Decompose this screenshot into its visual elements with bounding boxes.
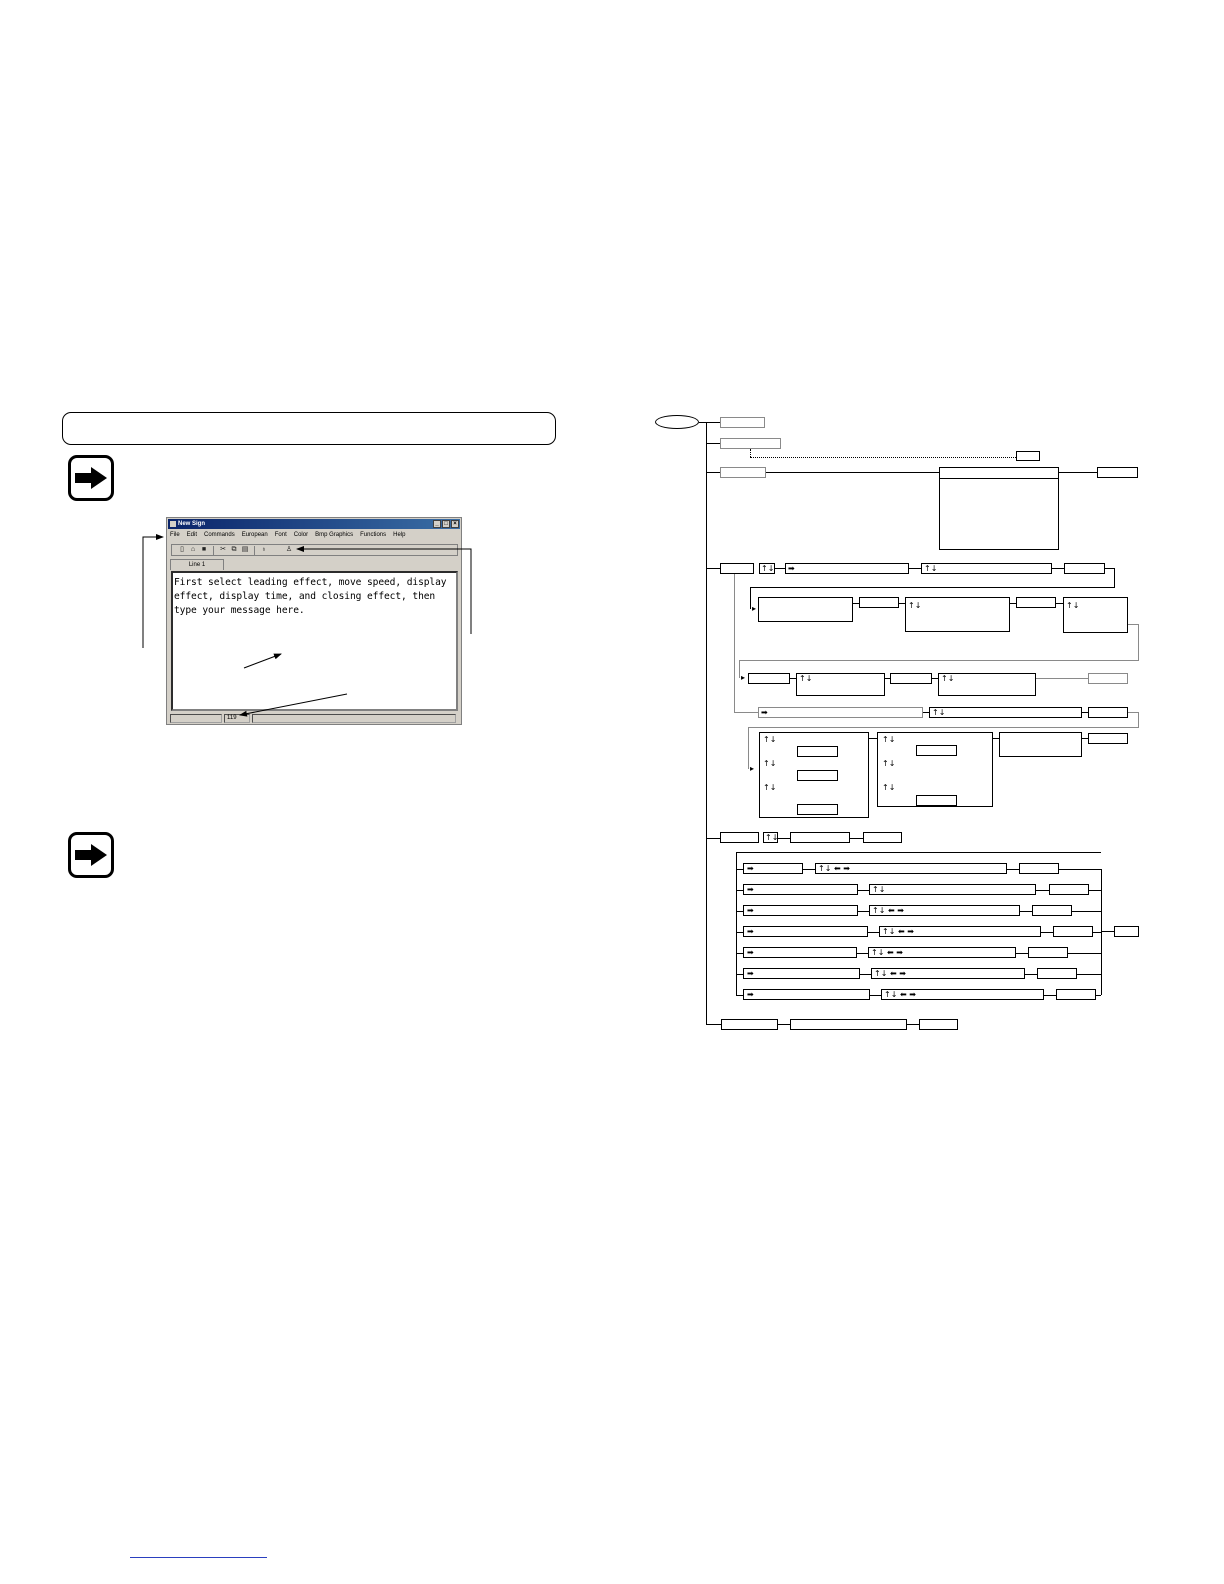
connector: [1138, 624, 1139, 661]
updown-arrows-icon: ↑↓: [882, 735, 896, 744]
arrow-right-icon: ➡: [747, 885, 754, 894]
updown-key-box: [763, 832, 778, 843]
connector: [1059, 869, 1101, 870]
menu-bmp-graphics[interactable]: Bmp Graphics: [315, 532, 354, 538]
flow-box: [796, 673, 885, 696]
flow-box: [881, 989, 1044, 1000]
connector: [1096, 995, 1101, 996]
maximize-button[interactable]: □: [442, 520, 450, 528]
arrows-icon: ↑↓ ⬅ ➡: [882, 927, 914, 936]
connector: [1016, 953, 1028, 954]
flow-box: [999, 732, 1082, 757]
minimize-button[interactable]: _: [433, 520, 441, 528]
connector: [734, 712, 758, 713]
connector: [1114, 568, 1115, 588]
flow-box: [879, 926, 1041, 937]
flow-box: [743, 947, 857, 958]
menu-file[interactable]: File: [170, 532, 180, 538]
connector: [1036, 678, 1088, 679]
connector: [706, 838, 720, 839]
updown-arrows-icon: ↑↓: [765, 833, 779, 842]
flow-box: [919, 1019, 958, 1030]
flow-box: [916, 745, 957, 756]
connector: [736, 869, 743, 870]
flow-box: [790, 832, 850, 843]
close-button[interactable]: ×: [451, 520, 459, 528]
flow-box: [815, 863, 1007, 874]
flow-box: [863, 832, 902, 843]
flow-box: [743, 968, 860, 979]
flow-box: [1088, 733, 1128, 744]
connector: [850, 838, 863, 839]
arrows-icon: ↑↓ ⬅ ➡: [884, 990, 916, 999]
new-icon[interactable]: ▯: [180, 546, 184, 553]
start-oval: [655, 415, 699, 429]
flow-box: [743, 926, 868, 937]
copy-icon[interactable]: ⧉: [231, 546, 237, 553]
subtree-trunk-right: [1101, 869, 1102, 995]
editor-text: First select leading effect, move speed, display effect, display time, and closing effect, then type your message here.: [174, 577, 447, 616]
connector: [1101, 931, 1114, 932]
box-divider: [939, 478, 1059, 479]
connector: [736, 995, 743, 996]
connector: [1138, 712, 1139, 728]
updown-arrows-icon: ↑↓: [932, 708, 946, 717]
callout-lines: [0, 0, 600, 760]
paste-icon[interactable]: ▤: [241, 546, 249, 553]
note-arrow-icon: [68, 832, 114, 878]
updown-arrows-icon: ↑↓: [763, 735, 777, 744]
menu-functions[interactable]: Functions: [360, 532, 387, 538]
flow-box: [748, 673, 790, 684]
flow-box: [869, 905, 1020, 916]
connector: [766, 472, 939, 473]
flow-box: [869, 884, 1036, 895]
flow-box: [1114, 926, 1139, 937]
arrow-right-icon: ▸: [752, 604, 757, 613]
menu-help[interactable]: Help: [393, 532, 406, 538]
bulb-icon[interactable]: ♁: [261, 546, 267, 553]
connector: [1025, 974, 1037, 975]
flow-box: [859, 597, 899, 608]
flow-box: [721, 1019, 778, 1030]
main-trunk: [706, 422, 707, 1025]
flow-box: [929, 707, 1082, 718]
arrow-right-icon: ➡: [788, 564, 795, 573]
menu-edit[interactable]: Edit: [186, 532, 198, 538]
connector: [734, 574, 735, 713]
connector: [1059, 472, 1097, 473]
flow-box: [1064, 563, 1105, 574]
save-icon[interactable]: ■: [201, 546, 207, 553]
menu-european[interactable]: European: [241, 532, 268, 538]
updown-arrows-icon: ↑↓: [761, 564, 775, 573]
menu-commands[interactable]: Commands: [204, 532, 235, 538]
flow-box: [1088, 673, 1128, 684]
arrows-icon: ↑↓ ⬅ ➡: [871, 948, 903, 957]
updown-arrows-icon: ↑↓: [763, 783, 777, 792]
flow-box: [890, 673, 932, 684]
flow-box: [720, 563, 754, 574]
updown-key-box: [759, 563, 775, 574]
flow-box: [1037, 968, 1077, 979]
connector: [1044, 995, 1056, 996]
flow-box: [868, 947, 1016, 958]
arrows-icon: ↑↓ ⬅ ➡: [872, 906, 904, 915]
connector: [736, 932, 743, 933]
flow-box: [905, 597, 1010, 632]
connector: [778, 1024, 790, 1025]
connector: [1089, 890, 1101, 891]
arrows-icon: ↑↓ ⬅ ➡: [818, 864, 850, 873]
arrow-right-icon: ➡: [747, 990, 754, 999]
updown-arrows-icon: ↑↓: [941, 674, 955, 683]
flow-box: [1063, 597, 1128, 633]
updown-arrows-icon: ↑↓: [763, 759, 777, 768]
connector: [748, 727, 749, 769]
footer-link-underline[interactable]: [130, 1557, 267, 1558]
connector: [869, 738, 877, 739]
updown-arrows-icon: ↑↓: [799, 674, 813, 683]
connector: [803, 869, 815, 870]
flow-box: [916, 795, 957, 806]
connector: [748, 727, 1139, 728]
flow-box: [797, 770, 838, 781]
arrows-icon: ↑↓ ⬅ ➡: [874, 969, 906, 978]
flow-box: [921, 563, 1052, 574]
cut-icon[interactable]: ✂: [220, 546, 226, 553]
connector: [739, 660, 1139, 661]
connector: [750, 587, 1115, 588]
connector: [1020, 911, 1032, 912]
updown-arrows-icon: ↑↓: [924, 564, 938, 573]
connector: [706, 472, 720, 473]
connector: [1056, 603, 1063, 604]
updown-arrows-icon: ↑↓: [882, 759, 896, 768]
connector: [1041, 932, 1053, 933]
flow-box: [1097, 467, 1138, 478]
flow-box: [1053, 926, 1093, 937]
flow-box-large: [939, 467, 1059, 550]
sign-icon[interactable]: ♙: [285, 546, 293, 553]
flow-box: [1019, 863, 1059, 874]
arrow-right-icon: ▸: [750, 764, 755, 773]
connector: [1036, 890, 1049, 891]
arrow-right-icon: ➡: [747, 906, 754, 915]
flow-box: [785, 563, 909, 574]
connector: [909, 568, 921, 569]
flow-box: [743, 863, 803, 874]
connector: [706, 1024, 721, 1025]
connector: [706, 422, 720, 423]
flow-box: [1056, 989, 1096, 1000]
dotted-connector: [750, 457, 1016, 458]
arrow-right-icon: ➡: [747, 864, 754, 873]
flow-box: [871, 968, 1025, 979]
flow-box: [758, 707, 923, 718]
character-count: 119: [224, 714, 250, 723]
connector: [736, 953, 743, 954]
flow-box: [720, 832, 759, 843]
flow-box: [1049, 884, 1089, 895]
connector: [750, 587, 751, 609]
connector: [775, 568, 785, 569]
connector: [1077, 974, 1101, 975]
open-icon[interactable]: ⌂: [190, 546, 196, 553]
updown-arrows-icon: ↑↓: [908, 601, 922, 610]
connector: [706, 443, 720, 444]
flow-box: [743, 989, 870, 1000]
flow-box: [743, 905, 858, 916]
flow-box: [790, 1019, 907, 1030]
updown-arrows-icon: ↑↓: [1066, 601, 1080, 610]
connector: [736, 911, 743, 912]
flow-box: [720, 438, 781, 449]
connector: [736, 974, 743, 975]
connector: [857, 953, 868, 954]
flow-box: [743, 884, 858, 895]
arrow-right-icon: ▸: [741, 673, 746, 682]
arrow-right-icon: ➡: [747, 948, 754, 957]
menu-font[interactable]: Font: [274, 532, 287, 538]
flow-box: [1088, 707, 1128, 718]
arrow-right-icon: ➡: [747, 927, 754, 936]
flow-box: [1016, 597, 1056, 608]
arrow-right-icon: ➡: [761, 708, 768, 717]
connector: [736, 890, 743, 891]
updown-arrows-icon: ↑↓: [882, 783, 896, 792]
connector: [868, 932, 879, 933]
flow-box: [758, 597, 853, 622]
connector: [778, 838, 790, 839]
connector: [736, 852, 1101, 853]
flow-box: [720, 417, 765, 428]
dotted-connector: [750, 449, 751, 457]
flow-box: [720, 467, 766, 478]
menu-color[interactable]: Color: [293, 532, 309, 538]
flow-box: [1016, 451, 1040, 461]
connector: [870, 995, 881, 996]
connector: [1093, 932, 1101, 933]
connector: [907, 1024, 919, 1025]
flow-box: [797, 746, 838, 757]
flow-box: [1032, 905, 1072, 916]
flow-box: [938, 673, 1036, 696]
flow-box: [1028, 947, 1068, 958]
flow-box: [797, 804, 838, 815]
tab-line-1[interactable]: Line 1: [170, 559, 224, 570]
connector: [860, 974, 871, 975]
connector: [1068, 953, 1101, 954]
connector: [1007, 869, 1019, 870]
updown-arrows-icon: ↑↓: [872, 885, 886, 894]
window-title: New Sign: [178, 521, 206, 527]
connector: [706, 568, 720, 569]
connector: [1052, 568, 1064, 569]
connector: [858, 890, 869, 891]
connector: [739, 660, 740, 678]
arrow-right-icon: ➡: [747, 969, 754, 978]
connector: [1072, 911, 1101, 912]
connector: [858, 911, 869, 912]
